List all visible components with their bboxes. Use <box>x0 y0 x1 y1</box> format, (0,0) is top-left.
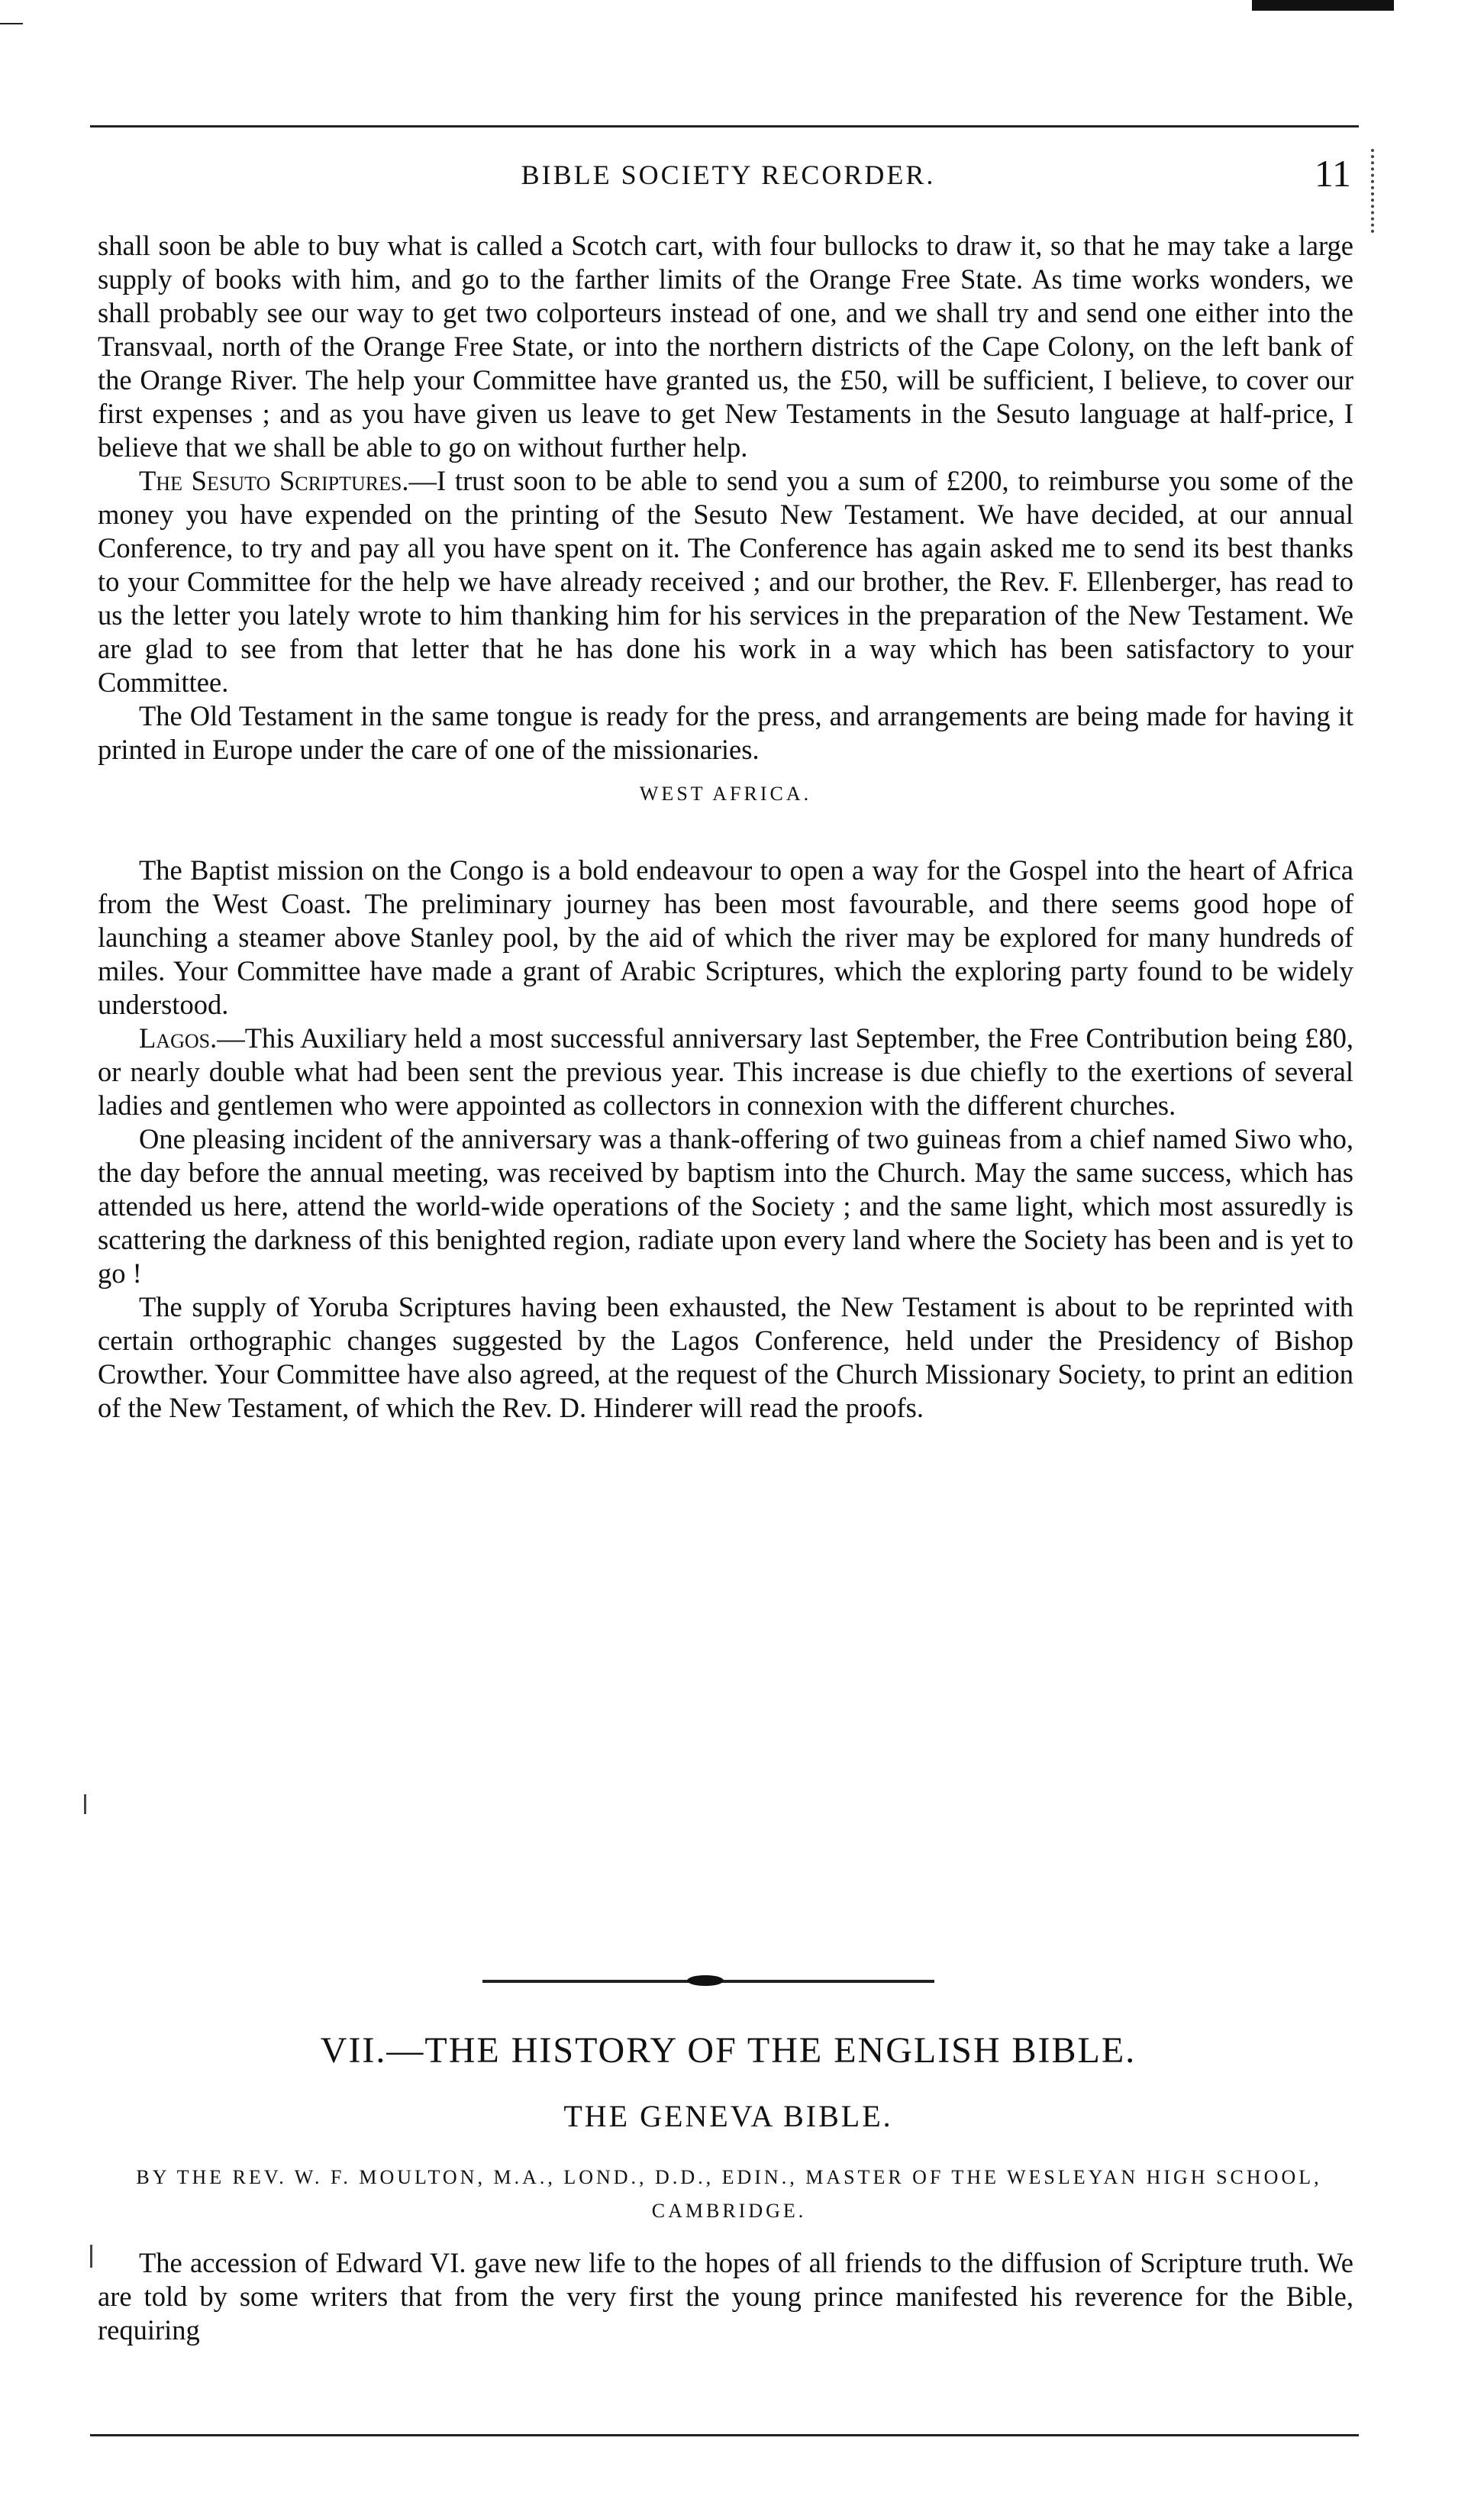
bottom-rule <box>90 2434 1359 2436</box>
paragraph: The supply of Yoruba Scriptures having been exhausted, the New Testament is about to be reprinted with certain orthographic changes suggested by the Lagos Conference, held under the Presidency of Bishop Crowther. Your Committee have also agreed, at the request of the Church Missionary Society, to print an edition of the New Testament, of which the Rev. D. Hinderer will read the proofs. <box>98 1291 1353 1423</box>
paragraph: The Baptist mission on the Congo is a bold endeavour to open a way for the Gospel into the heart of Africa from the West Coast. The preliminary journey has been most favourable, and there seems good hope of launching a steamer above Stanley pool, by the aid of which the river may be explored for many hundreds of miles. Your Committee have made a grant of Arabic Scriptures, which the exploring party found to be widely understood. <box>98 854 1353 1020</box>
margin-tick <box>90 2245 92 2268</box>
margin-tick <box>84 1794 86 1814</box>
paragraph: One pleasing incident of the anniversary was a thank-offering of two guineas from a chief named Siwo who, the day before the annual meeting, was received by baptism into the Church. May the same success, which has attended us here, attend the world-wide operations of the Society ; and the same light, which most assuredly is scattering the darkness of this benighted region, radiate upon every land where the Society has been and is yet to go ! <box>98 1123 1353 1289</box>
paragraph: The accession of Edward VI. gave new life to the hopes of all friends to the diffusion of Scripture truth. We are told by some writers that from the very first the young prince manifested his reverence for the Bible, requiring <box>98 2247 1353 2346</box>
article-title: VII.—THE HISTORY OF THE ENGLISH BIBLE. <box>320 2030 1137 2071</box>
top-edge-bar <box>1252 0 1394 11</box>
inline-heading: The Sesuto Scriptures. <box>139 465 409 496</box>
page-header <box>98 152 1359 205</box>
paragraph-sesuto <box>98 464 1353 699</box>
paragraph: shall soon be able to buy what is called a Scotch cart, with four bullocks to draw it, so that he may take a large supply of books with him, and go to the farther limits of the Orange Free State. As time works wonders, we shall probably see our way to get two colporteurs instead of one, and we shall try and send one either into the Transvaal, north of the Orange Free State, or into the northern districts of the Cape Colony, on the left bank of the Orange River. The help your Committee have granted us, the £50, will be sufficient, I believe, to cover our first expenses ; and as you have given us leave to get New Testaments in the Sesuto language at half-price, I believe that we shall be able to go on without further help. <box>98 230 1353 463</box>
page-number: 11 <box>1314 152 1351 195</box>
margin-dots <box>1371 149 1377 233</box>
inline-heading: Lagos. <box>139 1022 218 1054</box>
separator-ornament <box>687 1975 724 1986</box>
paragraph-text: —This Auxiliary held a most successful anniversary last September, the Free Contribution being £80, or nearly double what had been sent the previous year. This increase is due chiefly to the exertions of several ladies and gentlemen who were appointed as collectors in connexion with the different churches. <box>98 1022 1353 1121</box>
paragraph: The Old Testament in the same tongue is ready for the press, and arrangements are being made for having it printed in Europe under the care of one of the missionaries. <box>98 700 1353 765</box>
section-heading-west-africa: WEST AFRICA. <box>639 783 812 805</box>
article-byline: BY THE REV. W. F. MOULTON, M.A., LOND., D.D., EDIN., MASTER OF THE WESLEYAN HIGH SCHOOL, CAMBRIDGE. <box>136 2166 1322 2222</box>
section-body <box>98 229 1353 1425</box>
article-subtitle: THE GENEVA BIBLE. <box>563 2099 893 2133</box>
paragraph-text: —I trust soon to be able to send you a sum of £200, to reimburse you some of the money you have expended on the printing of the Sesuto New Testament. We have decided, at our annual Conference, to try and pay all you have spent on it. The Conference has again asked me to send its best thanks to your Committee for the help we have already received ; and our brother, the Rev. F. Ellenberger, has read to us the letter you lately wrote to him thanking him for his services in the preparation of the New Testament. We are glad to see from that letter that he has done his work in a way which has been satisfactory to your Committee. <box>98 465 1353 698</box>
running-title: BIBLE SOCIETY RECORDER. <box>521 160 936 190</box>
top-rule <box>90 125 1359 128</box>
paragraph-lagos <box>98 1022 1353 1122</box>
corner-mark <box>0 23 23 24</box>
article-body <box>98 2246 1353 2347</box>
